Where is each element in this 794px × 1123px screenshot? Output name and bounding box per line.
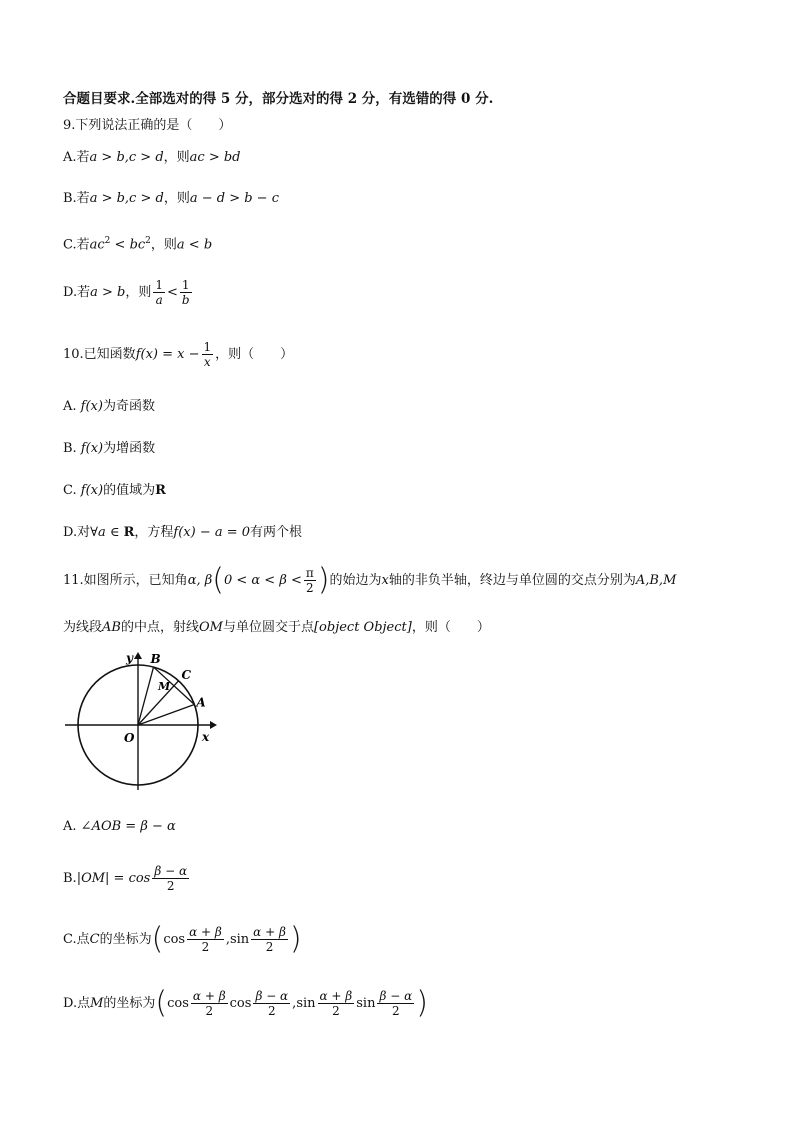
q11-d-pt: M [90, 996, 104, 1011]
q10-den: x [203, 355, 211, 369]
q9-c-cond-a: ac [89, 237, 105, 253]
q10-b-text: 为增函数 [103, 441, 156, 456]
q9-b-result: a − d > b − c [189, 191, 279, 206]
q11-d-lparen: ( [155, 985, 168, 1021]
q11-d-rparen: ) [416, 985, 428, 1021]
q11-stem-line1 [63, 563, 676, 599]
q10-d-math2: f(x) − a = 0 [173, 525, 251, 540]
q10-a-text: 为奇函数 [102, 399, 155, 414]
q11-b-label: B. [63, 871, 77, 886]
q11-d-num4: β − α [379, 989, 413, 1003]
q10-option-c [63, 482, 166, 500]
q11-d-label: D.点 [63, 996, 91, 1011]
q11-c-lparen: ( [151, 921, 164, 957]
ray-oa [138, 704, 194, 725]
q11-c-cos: cos [163, 932, 186, 947]
q11-c-den2: 2 [265, 940, 274, 954]
q11-d-text: 的坐标为 [103, 996, 156, 1011]
q9-option-b [63, 190, 279, 208]
q10-option-a [63, 398, 155, 416]
q11-b-math: |OM| = cos [76, 871, 151, 886]
q9-a-result: ac > bd [189, 150, 241, 165]
q9-c-sup1: 2 [104, 236, 111, 246]
q9-d-den1: a [155, 293, 163, 307]
q11-cond-pre: 0 < α < β < [223, 573, 302, 588]
q11-b-num: β − α [154, 864, 188, 878]
q11-d-den1: 2 [205, 1004, 214, 1018]
unit-circle-figure [60, 645, 230, 815]
q10-d-math1: ∀a ∈ [90, 525, 120, 540]
q10-a-label: A. [63, 399, 77, 414]
q9-option-a [63, 149, 241, 167]
q11-lparen: ( [212, 562, 224, 598]
q9-c-sup2: 2 [145, 236, 151, 246]
q11-c-sin: sin [229, 932, 250, 947]
q10-option-b [63, 440, 155, 458]
q10-d-text: 有两个根 [250, 525, 303, 540]
q11-d-cos: cos [167, 996, 189, 1011]
q11-d-cos2: cos [229, 996, 252, 1011]
x-axis-arrow [210, 721, 217, 729]
q11-b-den: 2 [166, 879, 175, 893]
q10-d-mid: ，方程 [134, 525, 174, 540]
section-instruction: 合题目要求.全部选对的得 5 分，部分选对的得 2 分，有选错的得 0 分. [63, 91, 494, 107]
q11-pi: π [305, 566, 314, 580]
q11-c-pt: C [89, 932, 100, 947]
q11-points: A,B,M [635, 573, 677, 588]
q11-line2-mid2: 与单位圆交于点 [222, 620, 314, 635]
q11-option-a [63, 818, 176, 836]
q11-d-den2: 2 [267, 1004, 276, 1018]
q11-d-frac3 [318, 989, 355, 1018]
q10-c-text: 的值域为 [103, 483, 156, 498]
q11-x: x [381, 573, 389, 588]
q10-frac [202, 340, 214, 369]
q11-c-text: 的坐标为 [99, 932, 152, 947]
q11-option-c [63, 922, 302, 958]
q10-a-math: f(x) [80, 399, 103, 414]
y-axis-arrow [134, 652, 142, 659]
q9-c-lt: < [110, 237, 130, 253]
q9-b-label: B.若 [63, 191, 90, 206]
q9-b-cond: a > b,c > d [89, 191, 164, 206]
q11-line2-post: ，则（ ） [411, 620, 490, 635]
label-x: x [202, 730, 210, 744]
q9-a-sep: ，则 [163, 150, 190, 165]
q10-b-math: f(x) [80, 441, 104, 456]
label-m: M [157, 679, 171, 693]
q11-stem-pre: 11.如图所示，已知角 [63, 573, 188, 588]
q11-d-frac1 [191, 989, 228, 1018]
q11-line2-mid: 的中点，射线 [120, 620, 199, 635]
q11-c-den1: 2 [201, 940, 210, 954]
q11-d-sin2: sin [356, 996, 376, 1011]
q11-angles: α, β [187, 573, 213, 588]
q10-option-d [63, 524, 302, 542]
q9-d-lt: < [166, 285, 178, 300]
q11-option-d [63, 986, 428, 1022]
label-y: y [126, 651, 133, 665]
q9-d-num2: 1 [181, 278, 190, 292]
q11-c-comma: , [225, 932, 230, 947]
q9-c-label: C.若 [63, 237, 90, 253]
q11-c-num2: α + β [253, 925, 286, 939]
q10-c-R: R [155, 483, 166, 498]
label-b: B [150, 652, 161, 667]
q9-d-den2: b [181, 293, 190, 307]
q11-AB: AB [102, 620, 121, 635]
q9-b-sep: ，则 [163, 191, 190, 206]
q9-d-frac1 [153, 278, 165, 307]
q9-c-sep: ，则 [150, 237, 177, 253]
q11-d-comma: , [292, 996, 297, 1011]
q11-b-frac [152, 864, 189, 893]
q10-stem-post: ，则（ ） [215, 347, 294, 362]
q9-a-label: A.若 [63, 150, 90, 165]
q11-d-num2: β − α [255, 989, 289, 1003]
q10-d-label: D.对 [63, 525, 91, 540]
q10-stem-pre: 10.已知函数 [63, 347, 136, 362]
q11-stem-line2 [63, 619, 490, 637]
q10-c-math: f(x) [80, 483, 104, 498]
q9-d-cond: a > b [90, 285, 126, 300]
q9-d-sep: ，则 [125, 285, 152, 300]
q10-c-label: C. [63, 483, 77, 498]
label-a: A [196, 695, 206, 710]
q11-rparen: ) [317, 562, 330, 598]
q11-two: 2 [306, 581, 314, 595]
q11-c-label: C.点 [63, 932, 90, 947]
q9-d-label: D.若 [63, 285, 91, 300]
q10-num: 1 [203, 340, 212, 354]
q10-stem [63, 338, 293, 372]
label-c: C [181, 667, 192, 682]
q11-a-math: ∠AOB = β − α [80, 819, 176, 834]
q10-b-label: B. [63, 441, 77, 456]
q11-a-label: A. [63, 819, 77, 834]
q11-c-num1: α + β [189, 925, 222, 939]
q10-func: f(x) = x − [135, 347, 200, 362]
q9-a-cond: a > b,c > d [89, 150, 164, 165]
q11-c-rparen: ) [289, 921, 302, 957]
q9-c-result: a < b [176, 237, 213, 253]
q11-c-frac2 [251, 925, 288, 954]
q11-line2-pre: 为线段 [63, 620, 103, 635]
q11-OM: OM [198, 620, 223, 635]
q11-C: [object Object] [313, 620, 412, 635]
q11-stem-mid2: 轴的非负半轴，终边与单位圆的交点分别为 [388, 573, 636, 588]
q11-d-frac4 [377, 989, 414, 1018]
q9-option-d [63, 276, 194, 310]
q9-d-frac2 [180, 278, 192, 307]
q11-d-den4: 2 [392, 1004, 400, 1018]
q9-d-num1: 1 [155, 278, 163, 292]
q9-stem: 9.下列说法正确的是（ ） [63, 118, 232, 133]
q11-pi-frac [304, 566, 316, 595]
q11-option-b [63, 862, 191, 896]
q11-d-frac2 [253, 989, 290, 1018]
q11-d-sin: sin [296, 996, 316, 1011]
q11-d-den3: 2 [332, 1004, 340, 1018]
q9-option-c [63, 232, 212, 254]
q11-c-frac1 [187, 925, 224, 954]
q11-d-num3: α + β [319, 989, 353, 1003]
label-o: O [124, 731, 135, 745]
q11-stem-mid: 的始边为 [329, 573, 382, 588]
q10-d-R: R [123, 525, 135, 540]
q9-c-cond-b: bc [129, 237, 146, 253]
q11-d-num1: α + β [192, 989, 226, 1003]
